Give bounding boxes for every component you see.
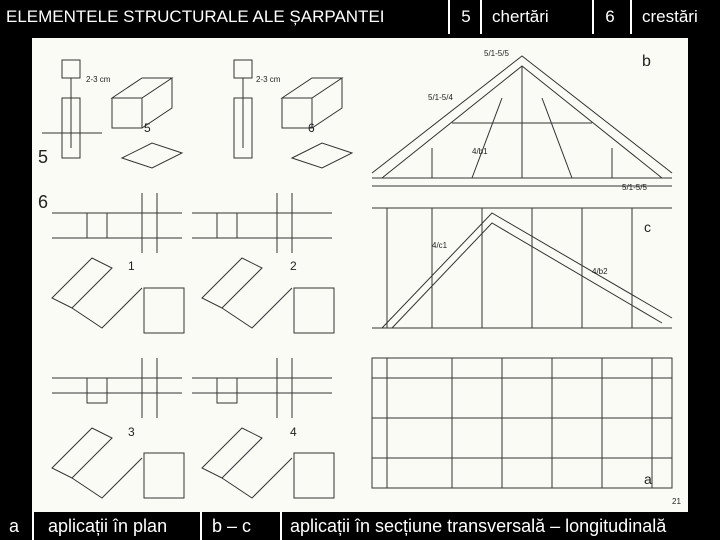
detail-label-5: 5 <box>144 121 151 135</box>
footer-divider <box>280 512 282 540</box>
detail-label-6: 6 <box>308 121 315 135</box>
panel-label-c: c <box>644 219 651 235</box>
item-5-label: chertări <box>492 0 592 34</box>
annotation-label: 5/1-5/5 <box>622 183 647 192</box>
header-divider <box>630 0 632 34</box>
annotation-label: 4/b2 <box>592 267 608 276</box>
header-divider <box>592 0 594 34</box>
annotation-label: 4/b1 <box>472 147 488 156</box>
joint-number-3: 3 <box>128 425 135 439</box>
annotation-label: 5/1-5/5 <box>484 49 509 58</box>
header-divider <box>480 0 482 34</box>
annotation-label: 5/1-5/4 <box>428 93 453 102</box>
left-label-5: 5 <box>38 147 49 167</box>
page-number: 21 <box>672 497 681 506</box>
footer-divider <box>32 512 34 540</box>
joint-number-2: 2 <box>290 259 297 273</box>
footer-part-bc-desc: aplicații în secțiune transversală – longitudinală <box>290 512 720 540</box>
slide-title: ELEMENTELE STRUCTURALE ALE ȘARPANTEI <box>6 0 446 34</box>
left-label-6: 6 <box>38 192 49 212</box>
footer-part-a-desc: aplicații în plan <box>48 512 198 540</box>
item-6-number: 6 <box>600 0 620 34</box>
panel-label-a: a <box>644 471 652 487</box>
joint-number-4: 4 <box>290 425 297 439</box>
technical-drawing-plate <box>32 38 688 512</box>
item-5-number: 5 <box>456 0 476 34</box>
item-6-label: crestări <box>642 0 720 34</box>
joint-number-1: 1 <box>128 259 135 273</box>
dimension-label: 2-3 cm <box>256 75 281 84</box>
footer-part-bc: b – c <box>212 512 272 540</box>
dimension-label: 2-3 cm <box>86 75 111 84</box>
annotation-label: 4/c1 <box>432 241 448 250</box>
header-divider <box>448 0 450 34</box>
footer-part-a: a <box>0 512 28 540</box>
footer-divider <box>200 512 202 540</box>
roof-structure-drawing <box>32 38 688 512</box>
panel-label-b: b <box>642 53 651 70</box>
